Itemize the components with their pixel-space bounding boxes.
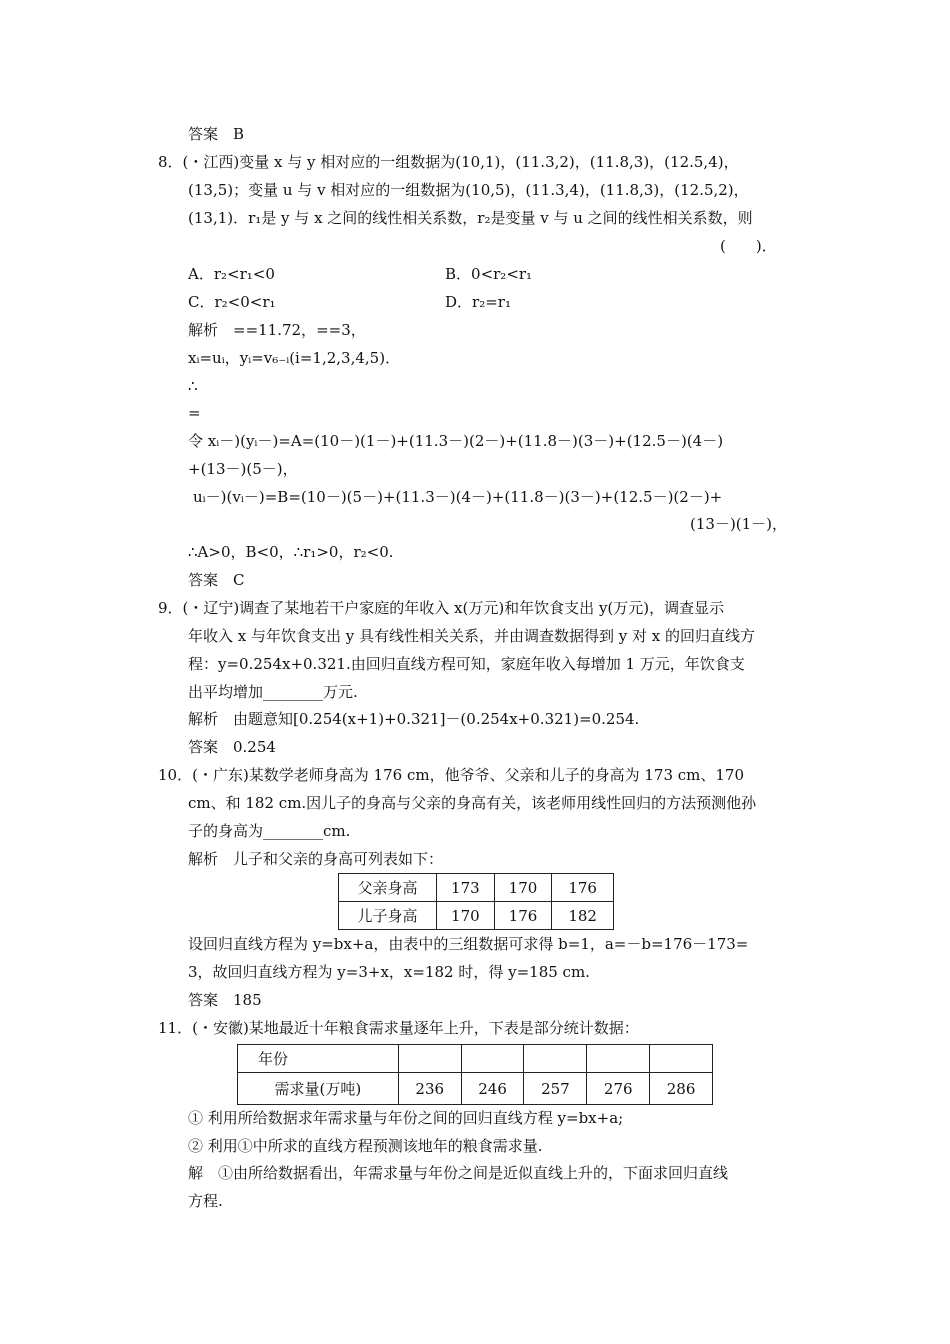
table-cell: 286 (650, 1073, 713, 1105)
question-9-line-3: 程：y=0.254x+0.321.由回归直线方程可知，家庭年收入每增加 1 万元，年饮食支 (188, 655, 745, 673)
question-10-line-3: 子的身高为________cm. (188, 822, 351, 840)
question-9-line-1: 9．(・辽宁)调查了某地若干户家庭的年收入 x(万元)和年饮食支出 y(万元)，调查显示 (158, 599, 725, 617)
answer-9: 答案 0.254 (188, 738, 276, 756)
question-10-line-1: 10．(・广东)某数学老师身高为 176 cm，他爷爷、父亲和儿子的身高为 173 cm、170 (158, 766, 745, 784)
table-cell (587, 1045, 650, 1073)
solution-8-line-2: xᵢ=uᵢ，yᵢ=v₆₋ᵢ(i=1,2,3,4,5)． (188, 349, 401, 367)
table-cell: 176 (552, 874, 614, 902)
solution-8-line-8: (13－)(1－)， (690, 515, 788, 533)
table-cell (650, 1045, 713, 1073)
solution-8-line-3: ∴ (188, 377, 198, 395)
question-11-line-3: ② 利用①中所求的直线方程预测该地年的粮食需求量. (188, 1137, 543, 1155)
answer-8: 答案 C (188, 571, 245, 589)
question-11-line-2: ① 利用所给数据求年需求量与年份之间的回归直线方程 y=bx+a; (188, 1109, 624, 1127)
table-row (339, 874, 614, 902)
question-8-line-2: (13,5)；变量 u 与 v 相对应的一组数据为(10,5)，(11.3,4)，(11.8,3)，(12.5,2)， (188, 181, 749, 199)
table-cell (461, 1045, 524, 1073)
table-row (238, 1073, 713, 1105)
answer-line: 答案 B (188, 125, 245, 143)
option-c: C．r₂<0<r₁ (188, 293, 276, 311)
demand-table (237, 1044, 713, 1105)
solution-8-line-5: 令 xᵢ－)(yᵢ－)=A=(10－)(1－)+(11.3－)(2－)+(11.8－)(3－)+(12.5－)(4－) (188, 432, 724, 450)
solution-10-line-2: 设回归直线方程为 y=bx+a，由表中的三组数据可求得 b=1，a=－b=176－173= (188, 935, 749, 953)
table-cell: 257 (524, 1073, 587, 1105)
table-cell: 170 (437, 902, 495, 930)
question-10-line-2: cm、和 182 cm.因儿子的身高与父亲的身高有关，该老师用线性回归的方法预测他孙 (188, 794, 757, 812)
table-cell: 276 (587, 1073, 650, 1105)
question-8-line-3: (13,1)．r₁是 y 与 x 之间的线性相关系数，r₂是变量 v 与 u 之间的线性相关系数，则 (188, 209, 753, 227)
table-row (339, 902, 614, 930)
table-cell: 176 (494, 902, 552, 930)
table-cell (398, 1045, 461, 1073)
solution-8-line-1: 解析 ==11.72，==3， (188, 321, 366, 339)
question-9-line-4: 出平均增加________万元. (188, 683, 358, 701)
solution-10-line-3: 3，故回归直线方程为 y=3+x，x=182 时，得 y=185 cm. (188, 963, 590, 981)
table-cell: 236 (398, 1073, 461, 1105)
question-8-line-1: 8．(・江西)变量 x 与 y 相对应的一组数据为(10,1)，(11.3,2)，(11.8,3)，(12.5,4)， (158, 153, 739, 171)
table-cell: 170 (494, 874, 552, 902)
solution-8-line-7: uᵢ－)(vᵢ－)=B=(10－)(5－)+(11.3－)(4－)+(11.8－)(3－)+(12.5－)(2－)+ (193, 488, 723, 506)
option-b: B．0<r₂<r₁ (445, 265, 533, 283)
solution-11-line-2: 方程. (188, 1192, 223, 1210)
table-row (238, 1045, 713, 1073)
solution-8-line-9: ∴A>0，B<0，∴r₁>0，r₂<0. (188, 543, 394, 561)
table-cell: 173 (437, 874, 495, 902)
table-header-cell: 儿子身高 (339, 902, 437, 930)
question-8-line-4: ( )． (720, 237, 777, 255)
table-header-cell: 年份 (238, 1045, 399, 1073)
option-d: D．r₂=r₁ (445, 293, 511, 311)
option-a: A．r₂<r₁<0 (188, 265, 275, 283)
table-header-cell: 需求量(万吨) (238, 1073, 399, 1105)
question-11-line-1: 11．(・安徽)某地最近十年粮食需求量逐年上升，下表是部分统计数据： (158, 1019, 639, 1037)
answer-10: 答案 185 (188, 991, 262, 1009)
solution-9: 解析 由题意知[0.254(x+1)+0.321]－(0.254x+0.321)=0.254. (188, 710, 640, 728)
solution-8-line-4: = (188, 404, 201, 422)
table-cell: 182 (552, 902, 614, 930)
height-table (338, 873, 614, 930)
solution-10-line-1: 解析 儿子和父亲的身高可列表如下： (188, 850, 444, 868)
table-cell (524, 1045, 587, 1073)
solution-11-line-1: 解 ①由所给数据看出，年需求量与年份之间是近似直线上升的，下面求回归直线 (188, 1164, 729, 1182)
table-header-cell: 父亲身高 (339, 874, 437, 902)
question-9-line-2: 年收入 x 与年饮食支出 y 具有线性相关关系，并由调查数据得到 y 对 x 的回归直线方 (188, 627, 756, 645)
solution-8-line-6: +(13－)(5－)， (188, 460, 298, 478)
table-cell: 246 (461, 1073, 524, 1105)
